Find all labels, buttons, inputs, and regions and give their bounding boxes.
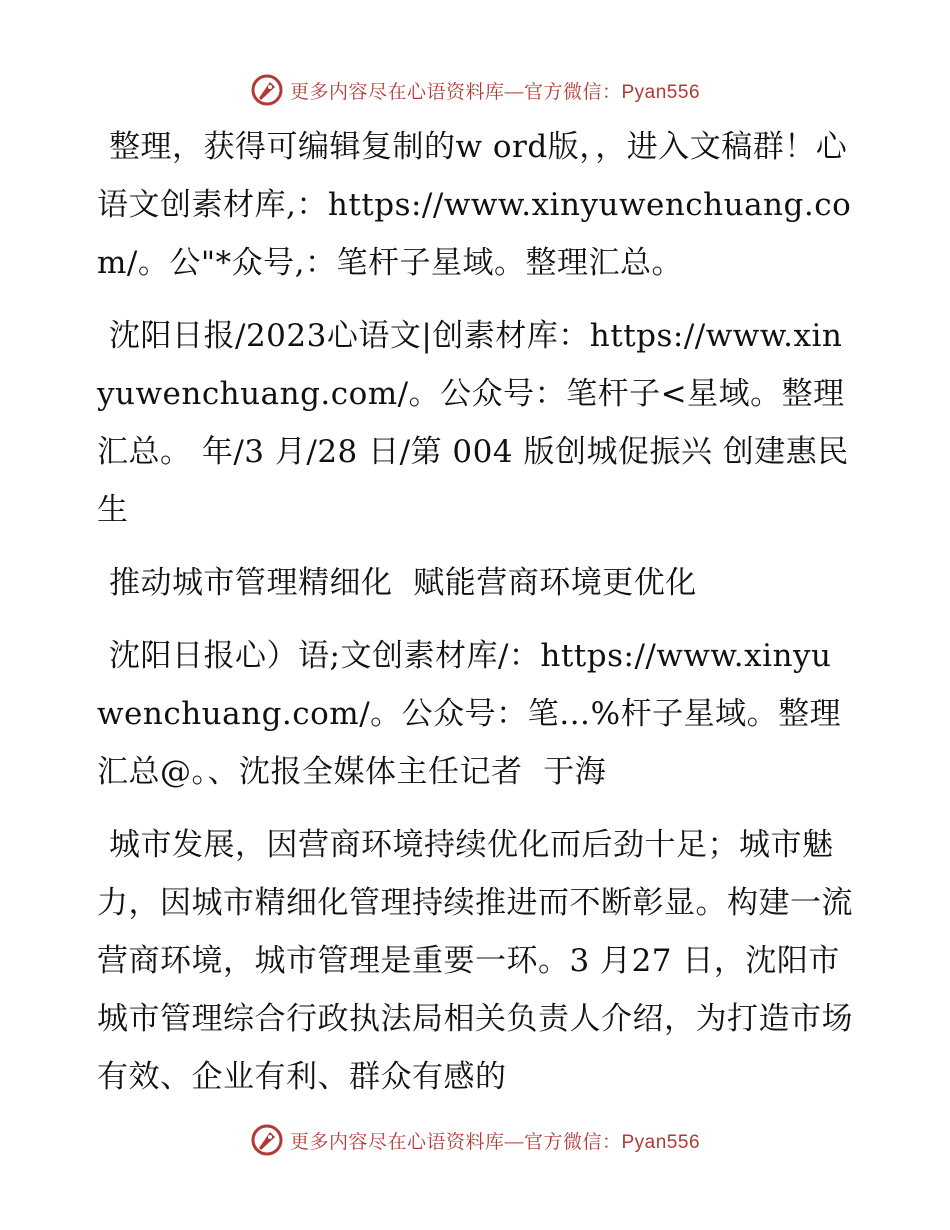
banner-cn-text: 更多内容尽在心语资料库 (289, 1131, 505, 1153)
banner-official-text: 官方微信： (523, 1131, 622, 1153)
banner-separator: — (504, 81, 524, 103)
header-banner-text (290, 77, 700, 104)
banner-cn-text: 更多内容尽在心语资料库 (289, 81, 505, 103)
banner-official-text: 官方微信： (523, 81, 622, 103)
pen-nib-logo-icon (250, 73, 284, 107)
paragraph-byline: 沈阳日报心）语;文创素材库/：https://www.xinyuwenchuang.com/。公众号：笔…%杆子星域。整理汇总@。、沈报全媒体主任记者 于海 (97, 638, 842, 790)
paragraph-2: 沈阳日报/2023心语文|创素材库：https://www.xinyuwenchuang.com/。公众号：笔杆子<星域。整理汇总。 年/3 月/28 日/第 004 版创城促振兴 创建惠民生 (97, 318, 849, 528)
header-banner (0, 70, 950, 110)
pen-nib-logo-icon (250, 1123, 284, 1157)
document-body (97, 118, 857, 1106)
footer-banner (0, 1120, 950, 1160)
banner-wechat-id: Pyan556 (621, 1131, 701, 1153)
paragraph-body: 城市发展，因营商环境持续优化而后劲十足；城市魅力，因城市精细化管理持续推进而不断彰显。构建一流营商环境，城市管理是重要一环。3 月27 日，沈阳市城市管理综合行政执法局相关负责人介绍，为打造市场有效、企业有利、群众有感的 (97, 827, 853, 1095)
paragraph-1: 整理，获得可编辑复制的w ord版，，进入文稿群！心语文创素材库,：https://www.xinyuwenchuang.com/。公"*众号,：笔杆子星域。整理汇总。 (97, 129, 852, 281)
article-headline: 推动城市管理精细化 赋能营商环境更优化 (109, 565, 697, 601)
footer-banner-text (290, 1127, 700, 1154)
banner-separator: — (504, 1131, 524, 1153)
banner-wechat-id: Pyan556 (621, 81, 701, 103)
